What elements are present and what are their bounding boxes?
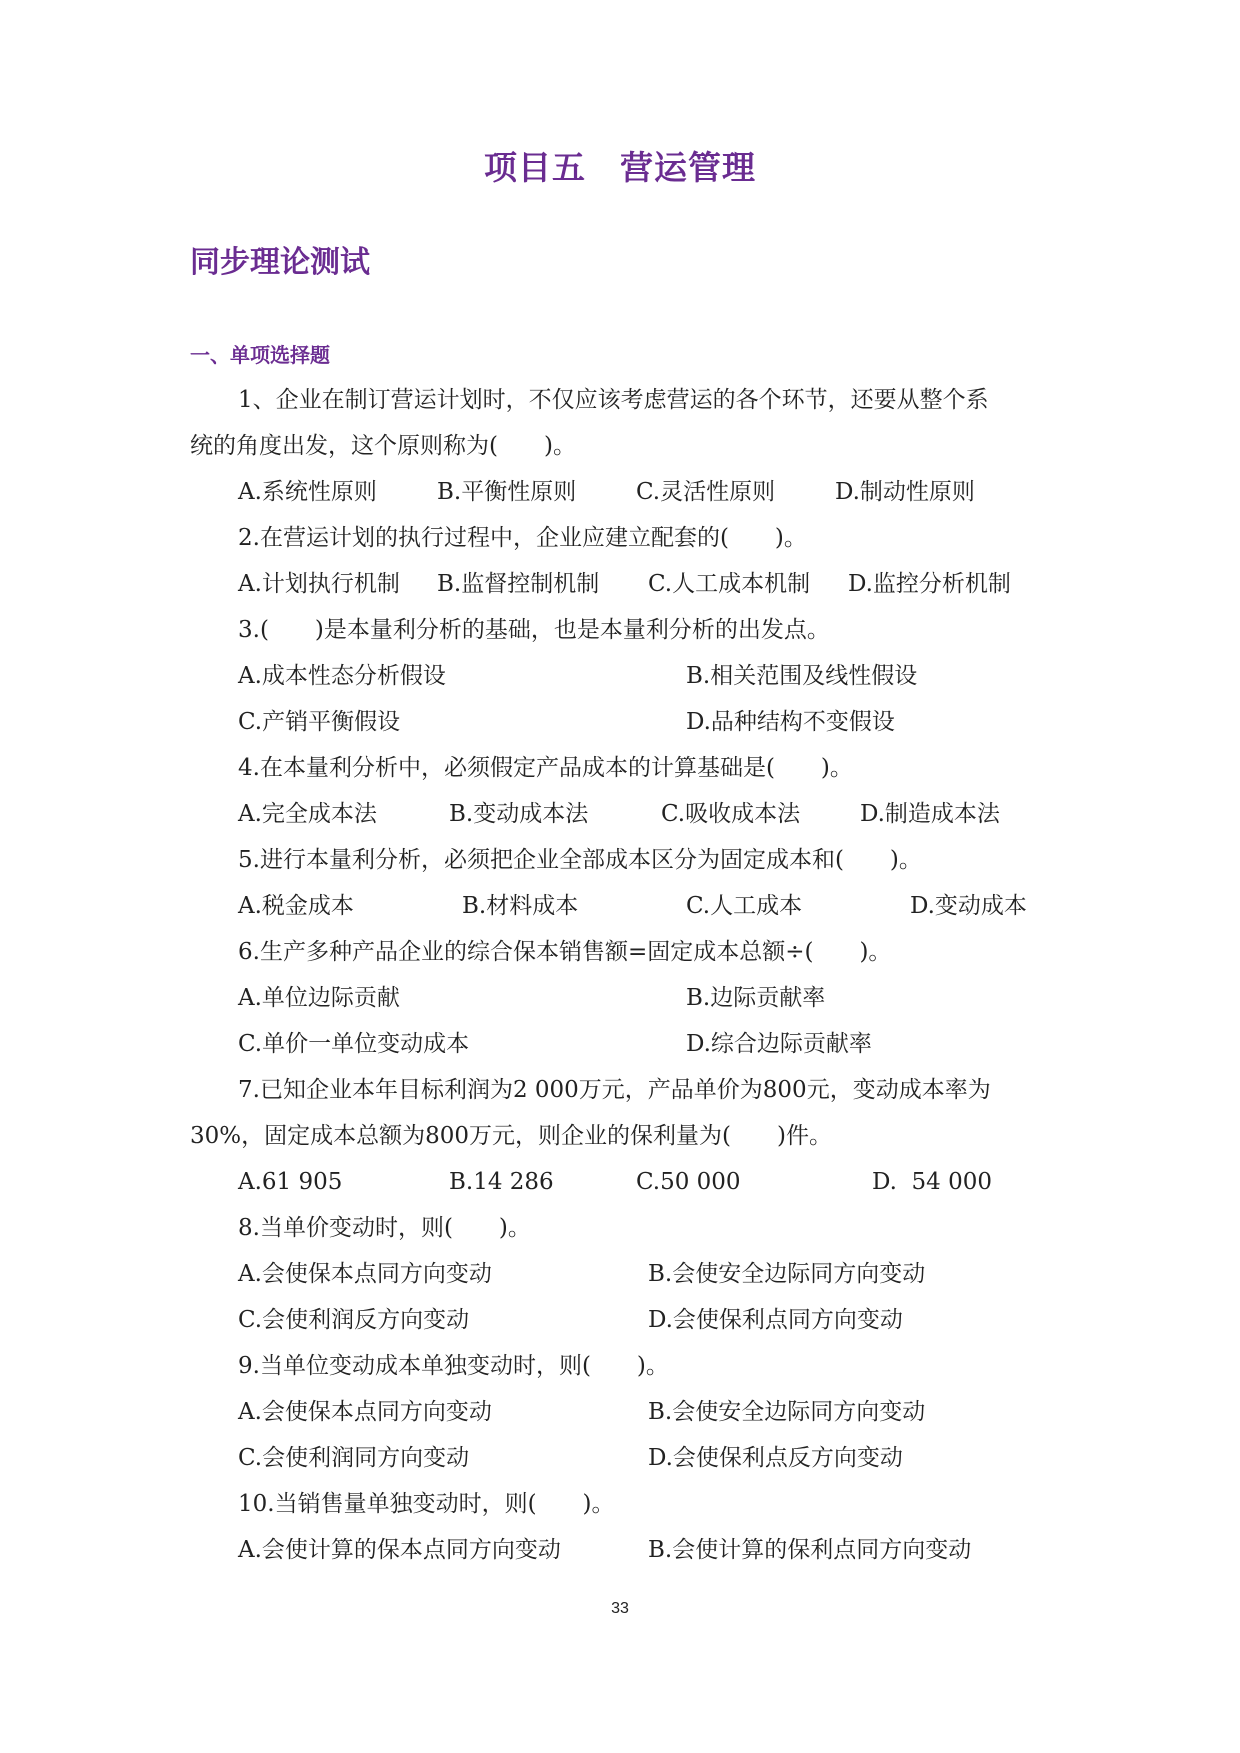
subsection-title: 一、单项选择题 <box>190 343 330 367</box>
question-5-option-a: A.税金成本 <box>238 893 354 919</box>
question-3-stem: 3.( )是本量利分析的基础，也是本量利分析的出发点。 <box>238 617 830 643</box>
question-3-option-b: B.相关范围及线性假设 <box>686 663 918 689</box>
question-2-option-b: B.监督控制机制 <box>437 571 600 597</box>
question-7-stem-line-1: 7.已知企业本年目标利润为2 000万元，产品单价为800元，变动成本率为 <box>238 1077 991 1103</box>
question-8-option-c: C.会使利润反方向变动 <box>238 1307 470 1333</box>
question-1-option-b: B.平衡性原则 <box>437 479 577 505</box>
question-1-stem-line-1: 1、企业在制订营运计划时，不仅应该考虑营运的各个环节，还要从整个系 <box>238 387 989 413</box>
question-4-option-b: B.变动成本法 <box>449 801 589 827</box>
question-2-option-a: A.计划执行机制 <box>238 571 400 597</box>
question-1-option-c: C.灵活性原则 <box>636 479 776 505</box>
question-7-option-a: A.61 905 <box>238 1169 343 1195</box>
question-5-option-c: C.人工成本 <box>686 893 803 919</box>
question-10-option-b: B.会使计算的保利点同方向变动 <box>648 1537 972 1563</box>
question-10-stem: 10.当销售量单独变动时，则( )。 <box>238 1491 615 1517</box>
question-1-option-d: D.制动性原则 <box>835 479 975 505</box>
question-5-option-b: B.材料成本 <box>462 893 579 919</box>
question-9-option-b: B.会使安全边际同方向变动 <box>648 1399 926 1425</box>
question-6-option-d: D.综合边际贡献率 <box>686 1031 872 1057</box>
question-9-stem: 9.当单位变动成本单独变动时，则( )。 <box>238 1353 669 1379</box>
question-1-stem-line-2: 统的角度出发，这个原则称为( )。 <box>190 433 576 459</box>
question-2-option-d: D.监控分析机制 <box>848 571 1011 597</box>
question-2-option-c: C.人工成本机制 <box>648 571 811 597</box>
question-1-option-a: A.系统性原则 <box>238 479 377 505</box>
section-title: 同步理论测试 <box>190 245 370 280</box>
question-2-stem: 2.在营运计划的执行过程中，企业应建立配套的( )。 <box>238 525 807 551</box>
question-4-option-d: D.制造成本法 <box>860 801 1000 827</box>
question-6-option-a: A.单位边际贡献 <box>238 985 400 1011</box>
question-3-option-c: C.产销平衡假设 <box>238 709 401 735</box>
question-5-stem: 5.进行本量利分析，必须把企业全部成本区分为固定成本和( )。 <box>238 847 922 873</box>
question-4-stem: 4.在本量利分析中，必须假定产品成本的计算基础是( )。 <box>238 755 853 781</box>
question-7-option-d: D. 54 000 <box>872 1169 993 1195</box>
question-3-option-d: D.品种结构不变假设 <box>686 709 895 735</box>
question-7-option-b: B.14 286 <box>449 1169 554 1195</box>
question-7-stem-line-2: 30%，固定成本总额为800万元，则企业的保利量为( )件。 <box>190 1123 832 1149</box>
page-number: 33 <box>611 1600 629 1617</box>
question-7-option-c: C.50 000 <box>636 1169 741 1195</box>
question-4-option-c: C.吸收成本法 <box>661 801 801 827</box>
question-6-stem: 6.生产多种产品企业的综合保本销售额=固定成本总额÷( )。 <box>238 939 892 965</box>
question-9-option-a: A.会使保本点同方向变动 <box>238 1399 492 1425</box>
question-8-option-b: B.会使安全边际同方向变动 <box>648 1261 926 1287</box>
question-6-option-c: C.单价一单位变动成本 <box>238 1031 470 1057</box>
question-4-option-a: A.完全成本法 <box>238 801 377 827</box>
question-9-option-c: C.会使利润同方向变动 <box>238 1445 470 1471</box>
page-title: 项目五 营运管理 <box>484 148 756 187</box>
question-6-option-b: B.边际贡献率 <box>686 985 826 1011</box>
question-10-option-a: A.会使计算的保本点同方向变动 <box>238 1537 561 1563</box>
question-8-option-d: D.会使保利点同方向变动 <box>648 1307 903 1333</box>
question-8-option-a: A.会使保本点同方向变动 <box>238 1261 492 1287</box>
question-5-option-d: D.变动成本 <box>910 893 1027 919</box>
question-3-option-a: A.成本性态分析假设 <box>238 663 446 689</box>
question-8-stem: 8.当单价变动时，则( )。 <box>238 1215 531 1241</box>
question-9-option-d: D.会使保利点反方向变动 <box>648 1445 903 1471</box>
